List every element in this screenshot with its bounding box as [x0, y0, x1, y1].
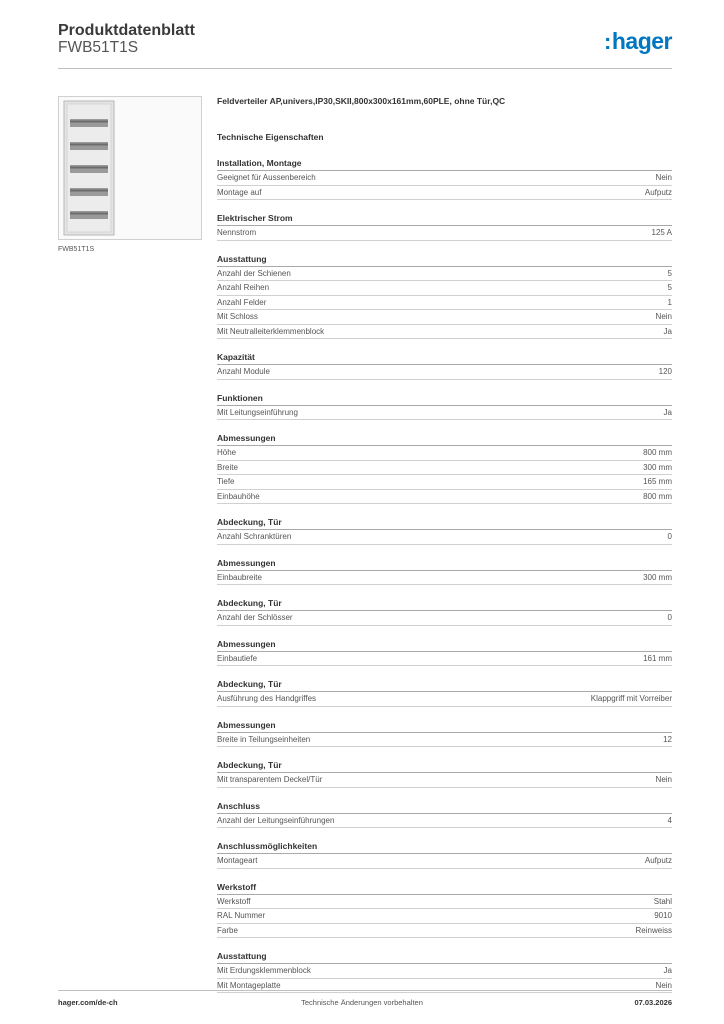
- spec-label: Anzahl der Leitungseinführungen: [217, 815, 335, 825]
- spec-label: Anzahl der Schienen: [217, 268, 291, 278]
- spec-value: 12: [663, 734, 672, 744]
- image-caption: FWB51T1S: [58, 246, 95, 253]
- product-image: [58, 96, 202, 240]
- spec-value: 5: [667, 283, 672, 292]
- section-title: Abdeckung, Tür: [217, 677, 672, 692]
- spec-row: [217, 475, 672, 490]
- spec-section: [217, 880, 672, 939]
- spec-section: [217, 391, 672, 421]
- spec-value: Ja: [663, 966, 672, 975]
- spec-row: [217, 964, 672, 979]
- spec-value: Nein: [655, 173, 672, 182]
- spec-label: Mit Montageplatte: [217, 980, 281, 990]
- spec-label: Ausführung des Handgriffes: [217, 694, 317, 703]
- spec-value: Klappgriff mit Vorreiber: [590, 694, 672, 703]
- section-title: Abdeckung, Tür: [217, 515, 672, 530]
- spec-value: 125 A: [651, 228, 672, 237]
- spec-row: [217, 611, 672, 626]
- spec-row: [217, 281, 672, 296]
- spec-value: 120: [658, 367, 672, 376]
- spec-row: [217, 186, 672, 201]
- spec-label: Mit Leitungseinführung: [217, 407, 298, 417]
- spec-label: RAL Nummer: [217, 911, 266, 920]
- spec-row: [217, 461, 672, 476]
- spec-value: Nein: [655, 775, 672, 784]
- spec-section: [217, 839, 672, 869]
- logo-text: hager: [611, 28, 672, 54]
- spec-row: [217, 854, 672, 869]
- spec-label: Mit Neutralleiterklemmenblock: [217, 326, 325, 336]
- spec-label: Anzahl Felder: [217, 297, 267, 307]
- spec-label: Breite: [217, 462, 238, 472]
- distribution-cabinet-image: [59, 97, 201, 239]
- spec-label: Höhe: [217, 448, 237, 457]
- spec-label: Geeignet für Aussenbereich: [217, 173, 316, 182]
- spec-label: Werkstoff: [217, 896, 251, 906]
- product-description: Feldverteiler AP,univers,IP30,SKII,800x300x161mm,60PLE, ohne Tür,QC: [217, 96, 506, 106]
- spec-row: [217, 325, 672, 340]
- spec-value: 300 mm: [643, 572, 672, 582]
- section-title: Anschluss: [217, 799, 672, 814]
- spec-value: 300 mm: [643, 462, 672, 472]
- spec-value: Aufputz: [644, 187, 672, 197]
- section-title: Abmessungen: [217, 556, 672, 571]
- spec-value: 161 mm: [643, 653, 672, 663]
- spec-sections: [217, 156, 672, 993]
- footer-date: 07.03.2026: [634, 998, 672, 1007]
- spec-value: 165 mm: [643, 477, 672, 486]
- spec-section: [217, 758, 672, 788]
- page-header: [58, 22, 672, 70]
- spec-value: 0: [667, 613, 672, 622]
- spec-value: 800 mm: [643, 448, 672, 457]
- section-title: Installation, Montage: [217, 156, 672, 171]
- footer-website[interactable]: hager.com/de-ch: [58, 998, 118, 1007]
- spec-value: 5: [667, 268, 672, 278]
- spec-label: Montageart: [217, 856, 258, 865]
- product-code: FWB51T1S: [58, 39, 139, 56]
- spec-row: [217, 571, 672, 586]
- spec-row: [217, 895, 672, 910]
- spec-value: Nein: [655, 312, 672, 321]
- spec-row: [217, 365, 672, 380]
- spec-row: [217, 267, 672, 282]
- header-divider: [58, 68, 672, 69]
- spec-label: Anzahl der Schlösser: [217, 613, 293, 622]
- spec-row: [217, 296, 672, 311]
- section-title: Funktionen: [217, 391, 672, 406]
- spec-label: Mit Erdungsklemmenblock: [217, 966, 311, 975]
- footer-divider: [58, 990, 672, 991]
- spec-label: Mit Schloss: [217, 312, 258, 321]
- spec-label: Anzahl Schranktüren: [217, 532, 292, 541]
- spec-label: Tiefe: [217, 477, 235, 486]
- spec-section: [217, 350, 672, 380]
- document-title: Produktdatenblatt: [58, 22, 195, 39]
- spec-row: [217, 733, 672, 748]
- spec-row: [217, 310, 672, 325]
- spec-section: [217, 718, 672, 748]
- spec-row: [217, 773, 672, 788]
- section-title: Kapazität: [217, 350, 672, 365]
- spec-label: Einbauhöhe: [217, 491, 260, 501]
- section-title: Abmessungen: [217, 637, 672, 652]
- spec-section: [217, 156, 672, 200]
- spec-section: [217, 637, 672, 667]
- spec-label: Einbautiefe: [217, 653, 258, 663]
- spec-row: [217, 171, 672, 186]
- spec-label: Nennstrom: [217, 228, 257, 237]
- section-title: Abmessungen: [217, 718, 672, 733]
- spec-label: Farbe: [217, 925, 238, 935]
- spec-section: [217, 252, 672, 340]
- spec-value: Aufputz: [644, 856, 672, 865]
- spec-value: Reinweiss: [635, 925, 672, 935]
- spec-section: [217, 677, 672, 707]
- technical-properties-heading: Technische Eigenschaften: [217, 132, 324, 142]
- spec-section: [217, 515, 672, 545]
- spec-label: Anzahl Module: [217, 367, 270, 376]
- spec-row: [217, 814, 672, 829]
- spec-value: Nein: [655, 980, 672, 990]
- spec-label: Mit transparentem Deckel/Tür: [217, 775, 323, 784]
- spec-value: 9010: [654, 911, 672, 920]
- spec-value: 4: [667, 815, 672, 825]
- spec-value: 1: [667, 297, 672, 307]
- spec-row: [217, 530, 672, 545]
- spec-section: [217, 431, 672, 504]
- spec-row: [217, 226, 672, 241]
- hager-logo: :hager: [604, 28, 672, 54]
- spec-row: [217, 924, 672, 939]
- spec-section: [217, 949, 672, 993]
- spec-section: [217, 596, 672, 626]
- spec-label: Anzahl Reihen: [217, 283, 270, 292]
- section-title: Ausstattung: [217, 949, 672, 964]
- section-title: Ausstattung: [217, 252, 672, 267]
- spec-section: [217, 211, 672, 241]
- section-title: Anschlussmöglichkeiten: [217, 839, 672, 854]
- spec-value: Ja: [663, 407, 672, 417]
- spec-label: Breite in Teilungseinheiten: [217, 734, 311, 744]
- spec-label: Montage auf: [217, 187, 262, 197]
- section-title: Abdeckung, Tür: [217, 596, 672, 611]
- spec-value: 0: [667, 532, 672, 541]
- section-title: Werkstoff: [217, 880, 672, 895]
- spec-section: [217, 556, 672, 586]
- spec-row: [217, 406, 672, 421]
- spec-value: 800 mm: [643, 491, 672, 501]
- spec-label: Einbaubreite: [217, 572, 262, 582]
- product-specifications: [217, 95, 672, 1004]
- spec-section: [217, 799, 672, 829]
- spec-value: Ja: [663, 326, 672, 336]
- section-title: Abmessungen: [217, 431, 672, 446]
- spec-value: Stahl: [653, 896, 672, 906]
- section-title: Abdeckung, Tür: [217, 758, 672, 773]
- spec-row: [217, 692, 672, 707]
- spec-row: [217, 909, 672, 924]
- spec-row: [217, 446, 672, 461]
- spec-row: [217, 490, 672, 505]
- spec-row: [217, 652, 672, 667]
- section-title: Elektrischer Strom: [217, 211, 672, 226]
- footer-notice: Technische Änderungen vorbehalten: [301, 998, 423, 1007]
